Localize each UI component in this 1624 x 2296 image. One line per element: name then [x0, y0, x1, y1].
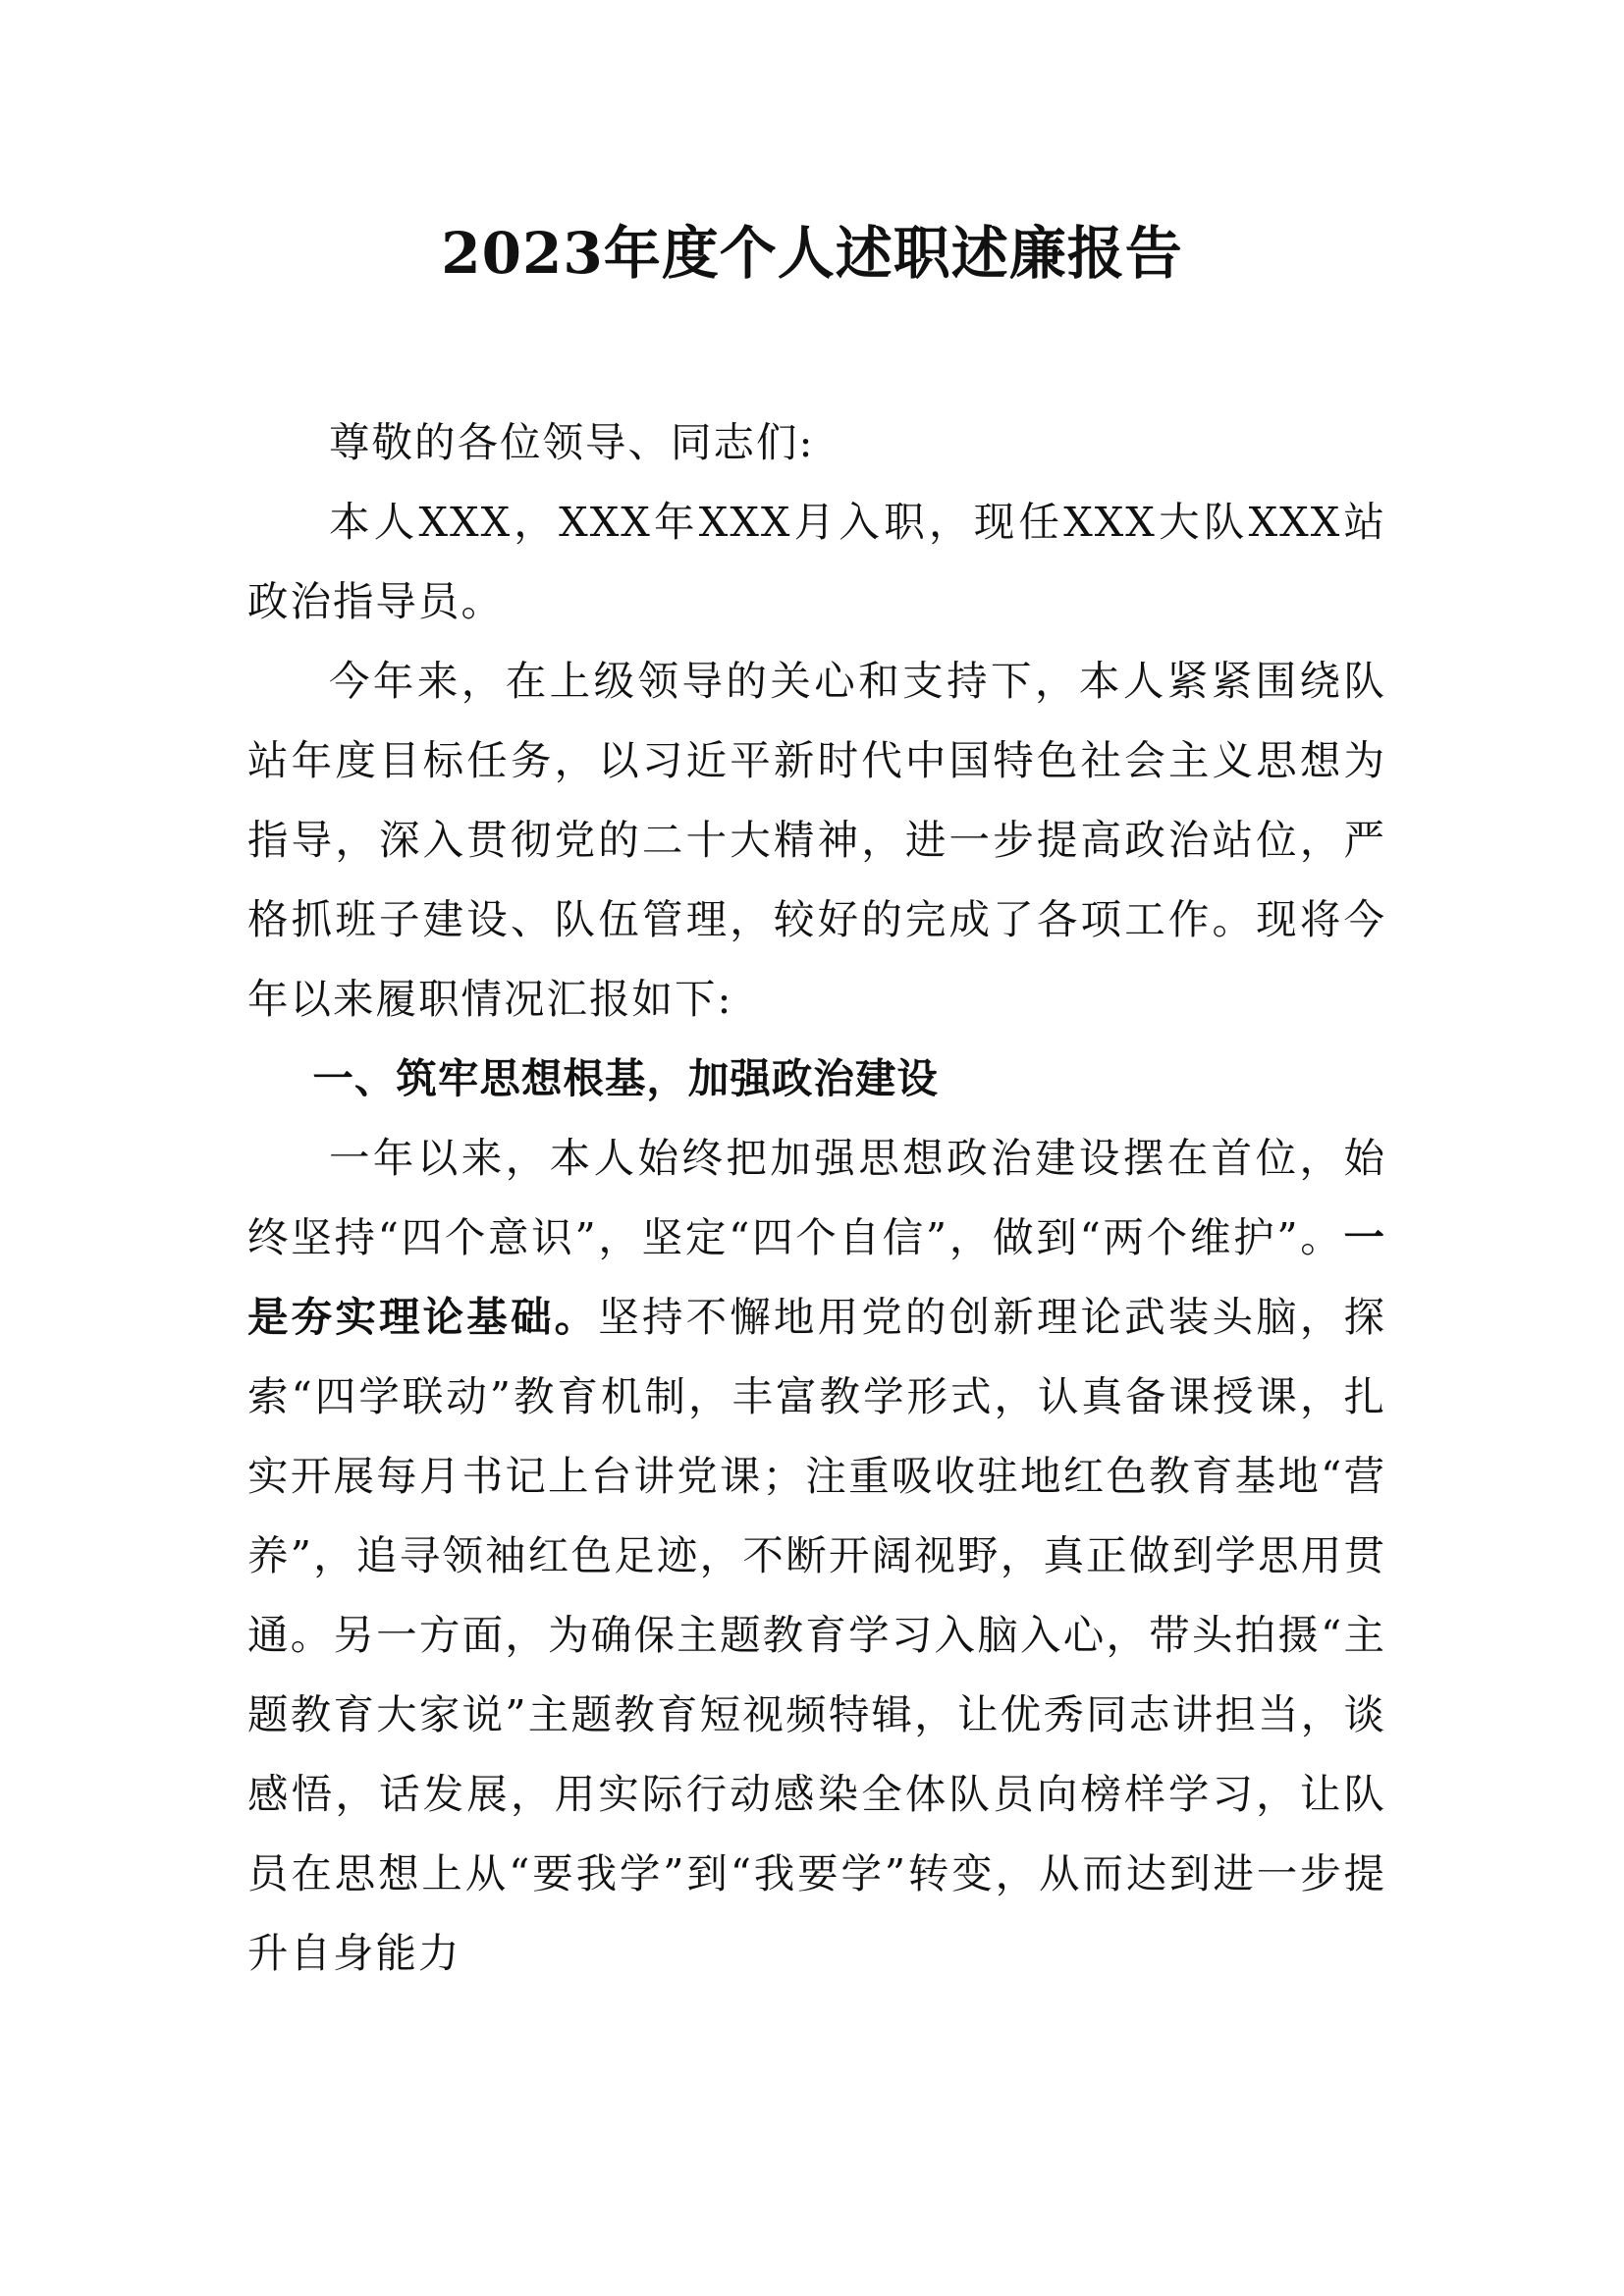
paragraph-section-1-body: 坚持不懈地用党的创新理论武装头脑，探索“四学联动”教育机制，丰富教学形式，认真备课授课，扎实开展每月书记上台讲党课；注重吸收驻地红色教育基地“营养”，追寻领袖红色足迹，不断开阔视野，真正做到学思用贯通。另一方面，为确保主题教育学习入脑入心，带头拍摄“主题教育大家说”主题教育短视频特辑，让优秀同志讲担当，谈感悟，话发展，用实际行动感染全体队员向榜样学习，让队员在思想上从“要我学”到“我要学”转变，从而达到进一步提升自身能力: [247, 1293, 1386, 1977]
document-title: 2023年度个人述职述廉报告: [441, 220, 1183, 287]
paragraph-summary: 今年来，在上级领导的关心和支持下，本人紧紧围绕队站年度目标任务，以习近平新时代中国特色社会主义思想为指导，深入贯彻党的二十大精神，进一步提高政治站位，严格抓班子建设、队伍管理，较好的完成了各项工作。现将今年以来履职情况汇报如下:: [247, 657, 1386, 1023]
emphasis-point-1: 一是夯实理论基础。: [247, 1213, 1386, 1341]
salutation: 尊敬的各位领导、同志们:: [329, 418, 815, 466]
section-heading-1: 一、筑牢思想根基，加强政治建设: [312, 1054, 939, 1102]
document-body: [247, 402, 1386, 1993]
paragraph-intro: 本人XXX，XXX年XXX月入职，现任XXX大队XXX站政治指导员。: [247, 498, 1386, 625]
paragraph-section-1-lead: 一年以来，本人始终把加强思想政治建设摆在首位，始终坚持“四个意识”，坚定“四个自信”，做到“两个维护”。: [247, 1134, 1386, 1261]
paragraph-section-1: [247, 1118, 1386, 1993]
